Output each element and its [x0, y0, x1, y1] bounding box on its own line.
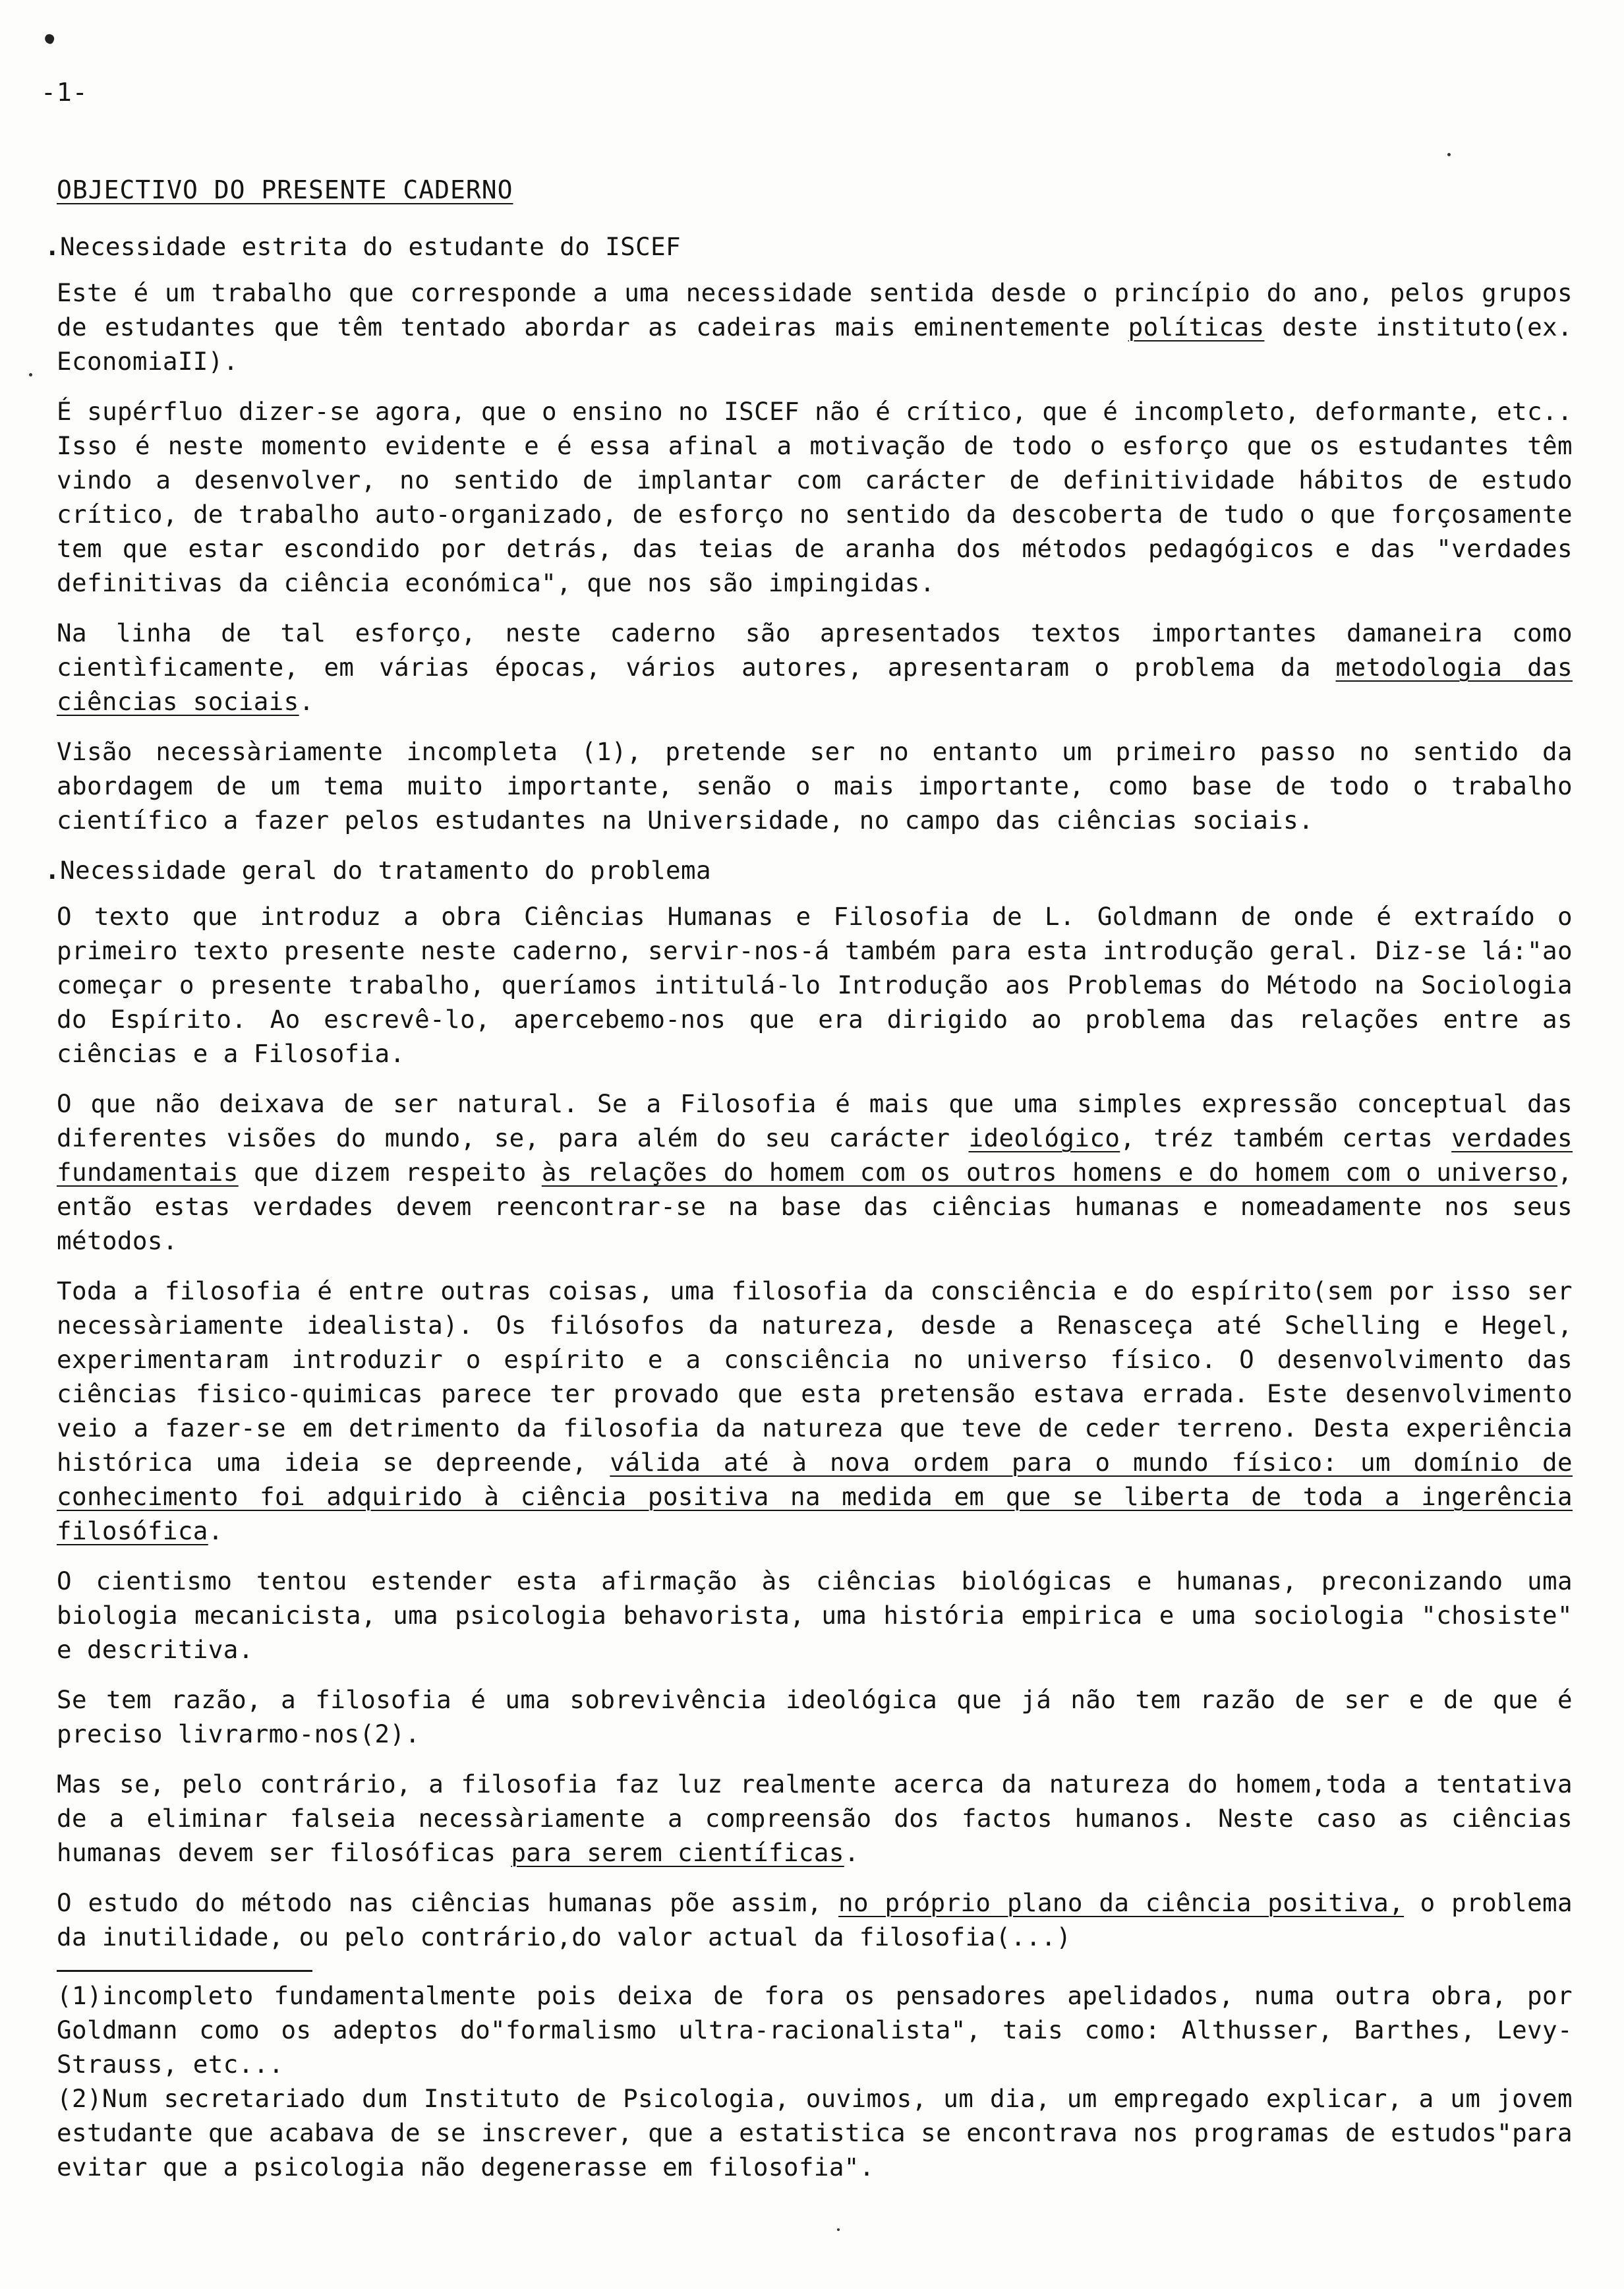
ink-speck: [29, 373, 32, 376]
paragraph: O texto que introduz a obra Ciências Humanas e Filosofia de L. Goldmann de onde é extraído o primeiro texto presente neste caderno, servir-nos-á também para esta introdução geral. Diz-se lá:"ao começar o presente trabalho, queríamos intitulá-lo Introdução aos Problemas do Método na Sociologia do Espírito. Ao escrevê-lo, apercebemo-nos que era dirigido ao problema das relações entre as ciências e a Filosofia.: [57, 902, 1573, 1068]
ink-speck: [837, 2228, 840, 2231]
paragraph-text: .: [844, 1838, 859, 1867]
paragraph-text: Este é um trabalho que corresponde a uma necessidade sentida desde o princípio do ano, pelos grupos de estudantes que têm tentado abordar as cadeiras mais eminentemente: [57, 278, 1573, 342]
page-title: OBJECTIVO DO PRESENTE CADERNO: [57, 175, 513, 204]
paragraph-text: , tréz também certas: [1120, 1123, 1452, 1152]
paragraph-text: .: [208, 1516, 223, 1545]
section-heading: [45, 853, 1573, 887]
paragraph-text: O estudo do método nas ciências humanas põe assim,: [57, 1888, 839, 1917]
ink-mark: [44, 33, 56, 45]
section-heading-text: Necessidade geral do tratamento do problema: [59, 856, 711, 885]
paragraph: [57, 1767, 1573, 1870]
underlined-text: para serem científicas: [511, 1838, 844, 1867]
paragraph-text: Na linha de tal esforço, neste caderno são apresentados textos importantes damaneira como cientìficamente, em várias épocas, vários autores, apresentaram o problema da: [57, 618, 1573, 682]
paragraph-text: que dizem respeito: [238, 1158, 542, 1187]
paragraph-text: , então estas verdades devem reencontrar-se na base das ciências humanas e nomeadamente nos seus métodos.: [57, 1158, 1573, 1255]
footnote: (1)incompleto fundamentalmente pois deixa de fora os pensadores apelidados, numa outra obra, por Goldmann como os adeptos do"formalismo ultra-racionalista", tais como: Althusser, Barthes, Levy-Strauss, etc...: [57, 1981, 1573, 2079]
paragraph-text: o problema da inutilidade, ou pelo contrário,do valor actual da filosofia(...): [57, 1888, 1573, 1951]
paragraph: Se tem razão, a filosofia é uma sobrevivência ideológica que já não tem razão de ser e de que é preciso livrarmo-nos(2).: [57, 1685, 1573, 1748]
paragraph-text: Mas se, pelo contrário, a filosofia faz luz realmente acerca da natureza do homem,toda a tentativa de a eliminar falseia necessàriamente a compreensão dos factos humanos. Neste caso as ciências humanas devem ser filosóficas: [57, 1769, 1573, 1867]
underlined-text: políticas: [1128, 312, 1265, 342]
paragraph-text: deste instituto(ex. EconomiaII).: [57, 312, 1573, 376]
underlined-text: metodologia das ciências sociais: [57, 653, 1573, 716]
section-bullet: .: [45, 232, 60, 261]
paragraph: É supérfluo dizer-se agora, que o ensino no ISCEF não é crítico, que é incompleto, deformante, etc.. Isso é neste momento evidente e é essa afinal a motivação de todo o esforço que os estudantes têm vindo a desenvolver, no sentido de implantar com carácter de definitividade hábitos de estudo crítico, de trabalho auto-organizado, de esforço no sentido da descoberta de tudo o que forçosamente tem que estar escondido por detrás, das teias de aranha dos métodos pedagógicos e das "verdades definitivas da ciência económica", que nos são impingidas.: [57, 397, 1573, 597]
paragraph: [57, 276, 1573, 378]
underlined-text: ideológico: [968, 1123, 1120, 1152]
paragraph: Visão necessàriamente incompleta (1), pretende ser no entanto um primeiro passo no sentido da abordagem de um tema muito importante, senão o mais importante, como base de todo o trabalho científico a fazer pelos estudantes na Universidade, no campo das ciências sociais.: [57, 737, 1573, 835]
paragraph: [57, 1274, 1573, 1548]
paragraph-text: O que não deixava de ser natural. Se a Filosofia é mais que uma simples expressão conceptual das diferentes visões do mundo, se, para além do seu carácter: [57, 1089, 1573, 1152]
paragraph-text: Toda a filosofia é entre outras coisas, uma filosofia da consciência e do espírito(sem por isso ser necessàriamente idealista). Os filósofos da natureza, desde a Renasceça até Schelling e Hegel, experimentaram introduzir o espírito e a consciência no universo físico. O desenvolvimento das ciências fisico-quimicas parece ter provado que esta pretensão estava errada. Este desenvolvimento veio a fazer-se em detrimento da filosofia da natureza que teve de ceder terreno. Desta experiência histórica uma ideia se depreende,: [57, 1276, 1573, 1477]
paragraph: [57, 1086, 1573, 1258]
underlined-text: às relações do homem com os outros homens e do homem com o universo: [541, 1158, 1558, 1187]
paragraph-text: .: [299, 687, 314, 716]
section-heading: [45, 229, 1573, 264]
section-bullet: .: [45, 856, 60, 885]
paragraph: O cientismo tentou estender esta afirmação às ciências biológicas e humanas, preconizando uma biologia mecanicista, uma psicologia behavorista, uma história empirica e uma sociologia "chosiste" e descritiva.: [57, 1566, 1573, 1664]
section-heading-text: Necessidade estrita do estudante do ISCEF: [59, 232, 682, 261]
paragraph: [57, 616, 1573, 719]
ink-speck: [1447, 153, 1451, 156]
document-body: [45, 173, 1573, 2184]
underlined-text: válida até à nova ordem para o mundo físico: um domínio de conhecimento foi adquirido à ciência positiva na medida em que se liberta de toda a ingerência filosófica: [57, 1448, 1573, 1545]
footnote: (2)Num secretariado dum Instituto de Psicologia, ouvimos, um dia, um empregado explicar, a um jovem estudante que acabava de se inscrever, que a estatistica se encontrava nos programas de estudos"para evitar que a psicologia não degenerasse em filosofia".: [57, 2084, 1573, 2182]
underlined-text: verdades fundamentais: [57, 1123, 1573, 1187]
footnote-divider: [57, 1970, 312, 1972]
paragraph: [57, 1886, 1573, 1954]
underlined-text: no próprio plano da ciência positiva,: [838, 1888, 1405, 1917]
page-number: -1-: [41, 78, 88, 107]
